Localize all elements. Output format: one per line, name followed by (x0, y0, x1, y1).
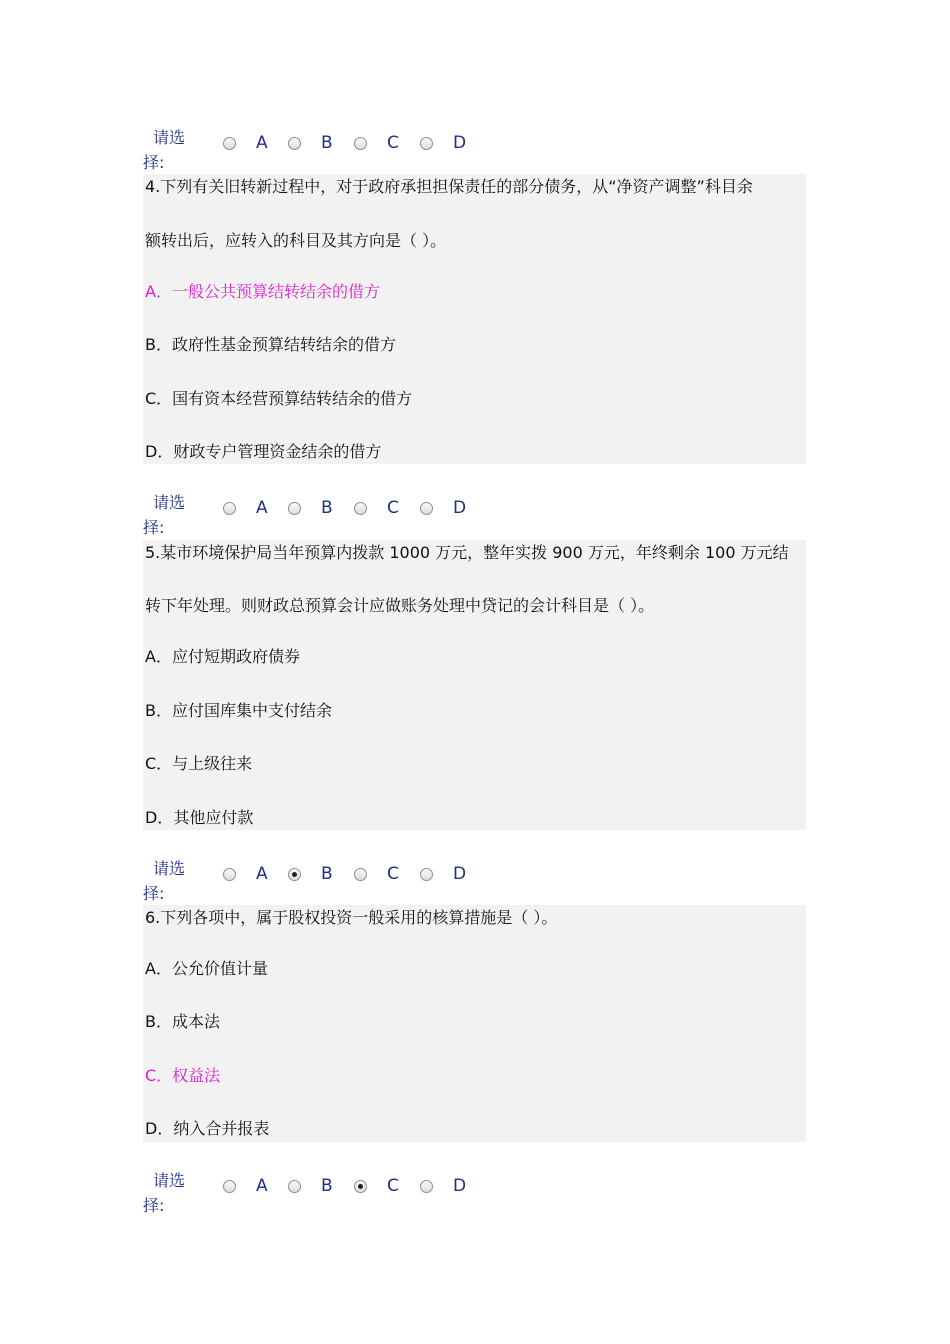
answer-option: C．权益法 (145, 1066, 221, 1085)
radio-option-c[interactable]: C (354, 863, 399, 885)
answer-option: A．公允价值计量 (145, 959, 268, 978)
radio-icon[interactable] (288, 868, 301, 881)
radio-option-a[interactable]: A (223, 863, 268, 885)
answer-select-row (143, 125, 823, 181)
radio-option-b[interactable]: B (288, 132, 333, 154)
radio-icon[interactable] (288, 1180, 301, 1193)
radio-option-d[interactable]: D (420, 863, 466, 885)
answer-option: C．国有资本经营预算结转结余的借方 (145, 389, 413, 408)
radio-option-b[interactable]: B (288, 863, 333, 885)
select-label: 请选 择: (143, 493, 186, 537)
answer-select-row (143, 1168, 823, 1224)
radio-option-c[interactable]: C (354, 1175, 399, 1197)
question-stem: 6.下列各项中，属于股权投资一般采用的核算措施是（ ）。 (145, 908, 558, 927)
radio-option-a[interactable]: A (223, 497, 268, 519)
radio-option-b[interactable]: B (288, 497, 333, 519)
question-stem: 5.某市环境保护局当年预算内拨款 1000 万元，整年实拨 900 万元，年终剩余 100 万元结 (145, 543, 789, 562)
select-label: 请选 择: (143, 1171, 186, 1215)
answer-option: A．应付短期政府债券 (145, 647, 300, 666)
select-label: 请选 择: (143, 859, 186, 903)
radio-icon[interactable] (354, 137, 367, 150)
radio-icon[interactable] (223, 137, 236, 150)
answer-option: C．与上级往来 (145, 754, 253, 773)
answer-option: A．一般公共预算结转结余的借方 (145, 282, 380, 301)
radio-option-c[interactable]: C (354, 132, 399, 154)
radio-option-c[interactable]: C (354, 497, 399, 519)
radio-icon[interactable] (223, 1180, 236, 1193)
question-stem: 4.下列有关旧转新过程中，对于政府承担担保责任的部分债务，从“净资产调整”科目余 (145, 177, 753, 196)
radio-icon[interactable] (354, 1180, 367, 1193)
radio-option-a[interactable]: A (223, 1175, 268, 1197)
answer-select-row (143, 856, 823, 912)
question-block (143, 905, 806, 1142)
radio-option-d[interactable]: D (420, 132, 466, 154)
radio-icon[interactable] (223, 868, 236, 881)
radio-icon[interactable] (420, 137, 433, 150)
answer-select-row (143, 490, 823, 546)
radio-option-a[interactable]: A (223, 132, 268, 154)
answer-option: B．成本法 (145, 1012, 220, 1031)
answer-option: D．纳入合并报表 (145, 1119, 270, 1138)
question-block (143, 540, 806, 830)
radio-option-b[interactable]: B (288, 1175, 333, 1197)
question-stem: 转下年处理。则财政总预算会计应做账务处理中贷记的会计科目是（ ）。 (145, 596, 655, 615)
radio-option-d[interactable]: D (420, 1175, 466, 1197)
radio-icon[interactable] (354, 502, 367, 515)
answer-option: D．财政专户管理资金结余的借方 (145, 442, 382, 461)
radio-icon[interactable] (288, 502, 301, 515)
radio-icon[interactable] (288, 137, 301, 150)
answer-option: B．应付国库集中支付结余 (145, 701, 332, 720)
radio-option-d[interactable]: D (420, 497, 466, 519)
radio-icon[interactable] (354, 868, 367, 881)
radio-icon[interactable] (420, 1180, 433, 1193)
question-block (143, 174, 806, 464)
answer-option: D．其他应付款 (145, 808, 254, 827)
radio-icon[interactable] (223, 502, 236, 515)
radio-icon[interactable] (420, 868, 433, 881)
radio-icon[interactable] (420, 502, 433, 515)
answer-option: B．政府性基金预算结转结余的借方 (145, 335, 396, 354)
select-label: 请选 择: (143, 128, 186, 172)
question-stem: 额转出后，应转入的科目及其方向是（ ）。 (145, 231, 447, 250)
